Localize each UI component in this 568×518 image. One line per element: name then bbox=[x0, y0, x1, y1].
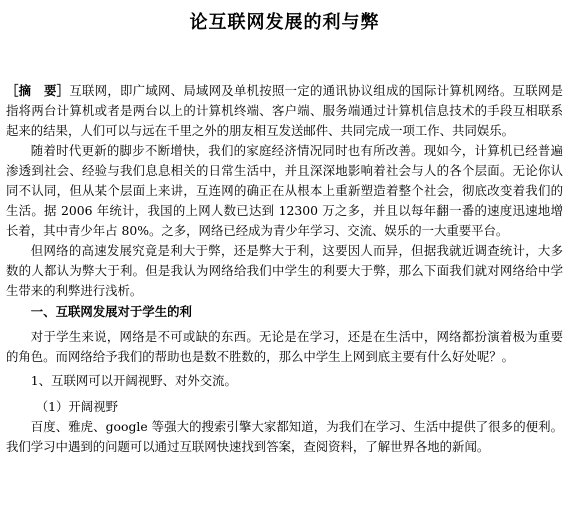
document-title: 论互联网发展的利与弊 bbox=[189, 12, 380, 33]
section-heading-1: 一、互联网发展对于学生的利 bbox=[30, 304, 192, 319]
section-1-paragraph: 对于学生来说，网络是不可或缺的东西。无论是在学习，还是在生活中，网络都扮演着极为重要的角色。而网络给予我们的帮助也是数不胜数的，那么中学生上网到底主要有什么好处呢？。 bbox=[6, 329, 563, 364]
abstract-paragraph bbox=[6, 81, 563, 141]
section-1-paragraph-2: 百度、雅虎、google 等强大的搜索引擎大家都知道，为我们在学习、生活中提供了很多的便利。我们学习中遇到的问题可以通过互联网快速找到答案，查阅资料，了解世界各地的新闻。 bbox=[6, 419, 563, 454]
body-paragraph-1: 随着时代更新的脚步不断增快，我们的家庭经济情况同时也有所改善。现如今，计算机已经普遍渗透到社会、经验与我们息息相关的日常生活中，并且深深地影响着社会与人的各个层面。无论你认同不认同，但从某个层面上来讲，互连网的确正在从根本上重新塑造着整个社会，彻底改变着我们的生活。据 2006 年统计，我国的上网人数已达到 12300 万之多，并且以每年翻一番的速度迅速地增长着，其中青少年占 80%。之多，网络已经成为青少年学习、交流、娱乐的一大重要平台。 bbox=[6, 143, 563, 238]
body-paragraph-2: 但网络的高速发展究竟是利大于弊，还是弊大于利，这要因人而异，但据我就近调查统计，大多数的人都认为弊大于利。但是我认为网络给我们中学生的利要大于弊，那么下面我们就对网络给中学生带来的利弊进行浅析。 bbox=[6, 243, 563, 298]
subsection-heading-1: 1、互联网可以开阔视野、对外交流。 bbox=[30, 373, 237, 388]
abstract-label: ［摘 要］ bbox=[6, 83, 70, 98]
title-spacer bbox=[6, 38, 563, 81]
subsection-heading-1-1: （1）开阔视野 bbox=[35, 399, 118, 414]
abstract-text: 互联网，即广域网、局域网及单机按照一定的通讯协议组成的国际计算机网络。互联网是指将两台计算机或者是两台以上的计算机终端、客户端、服务端通过计算机信息技术的手段互相联系起来的结果，人们可以与远在千里之外的朋友相互发送邮件、共同完成一项工作、共同娱乐。 bbox=[6, 83, 564, 138]
